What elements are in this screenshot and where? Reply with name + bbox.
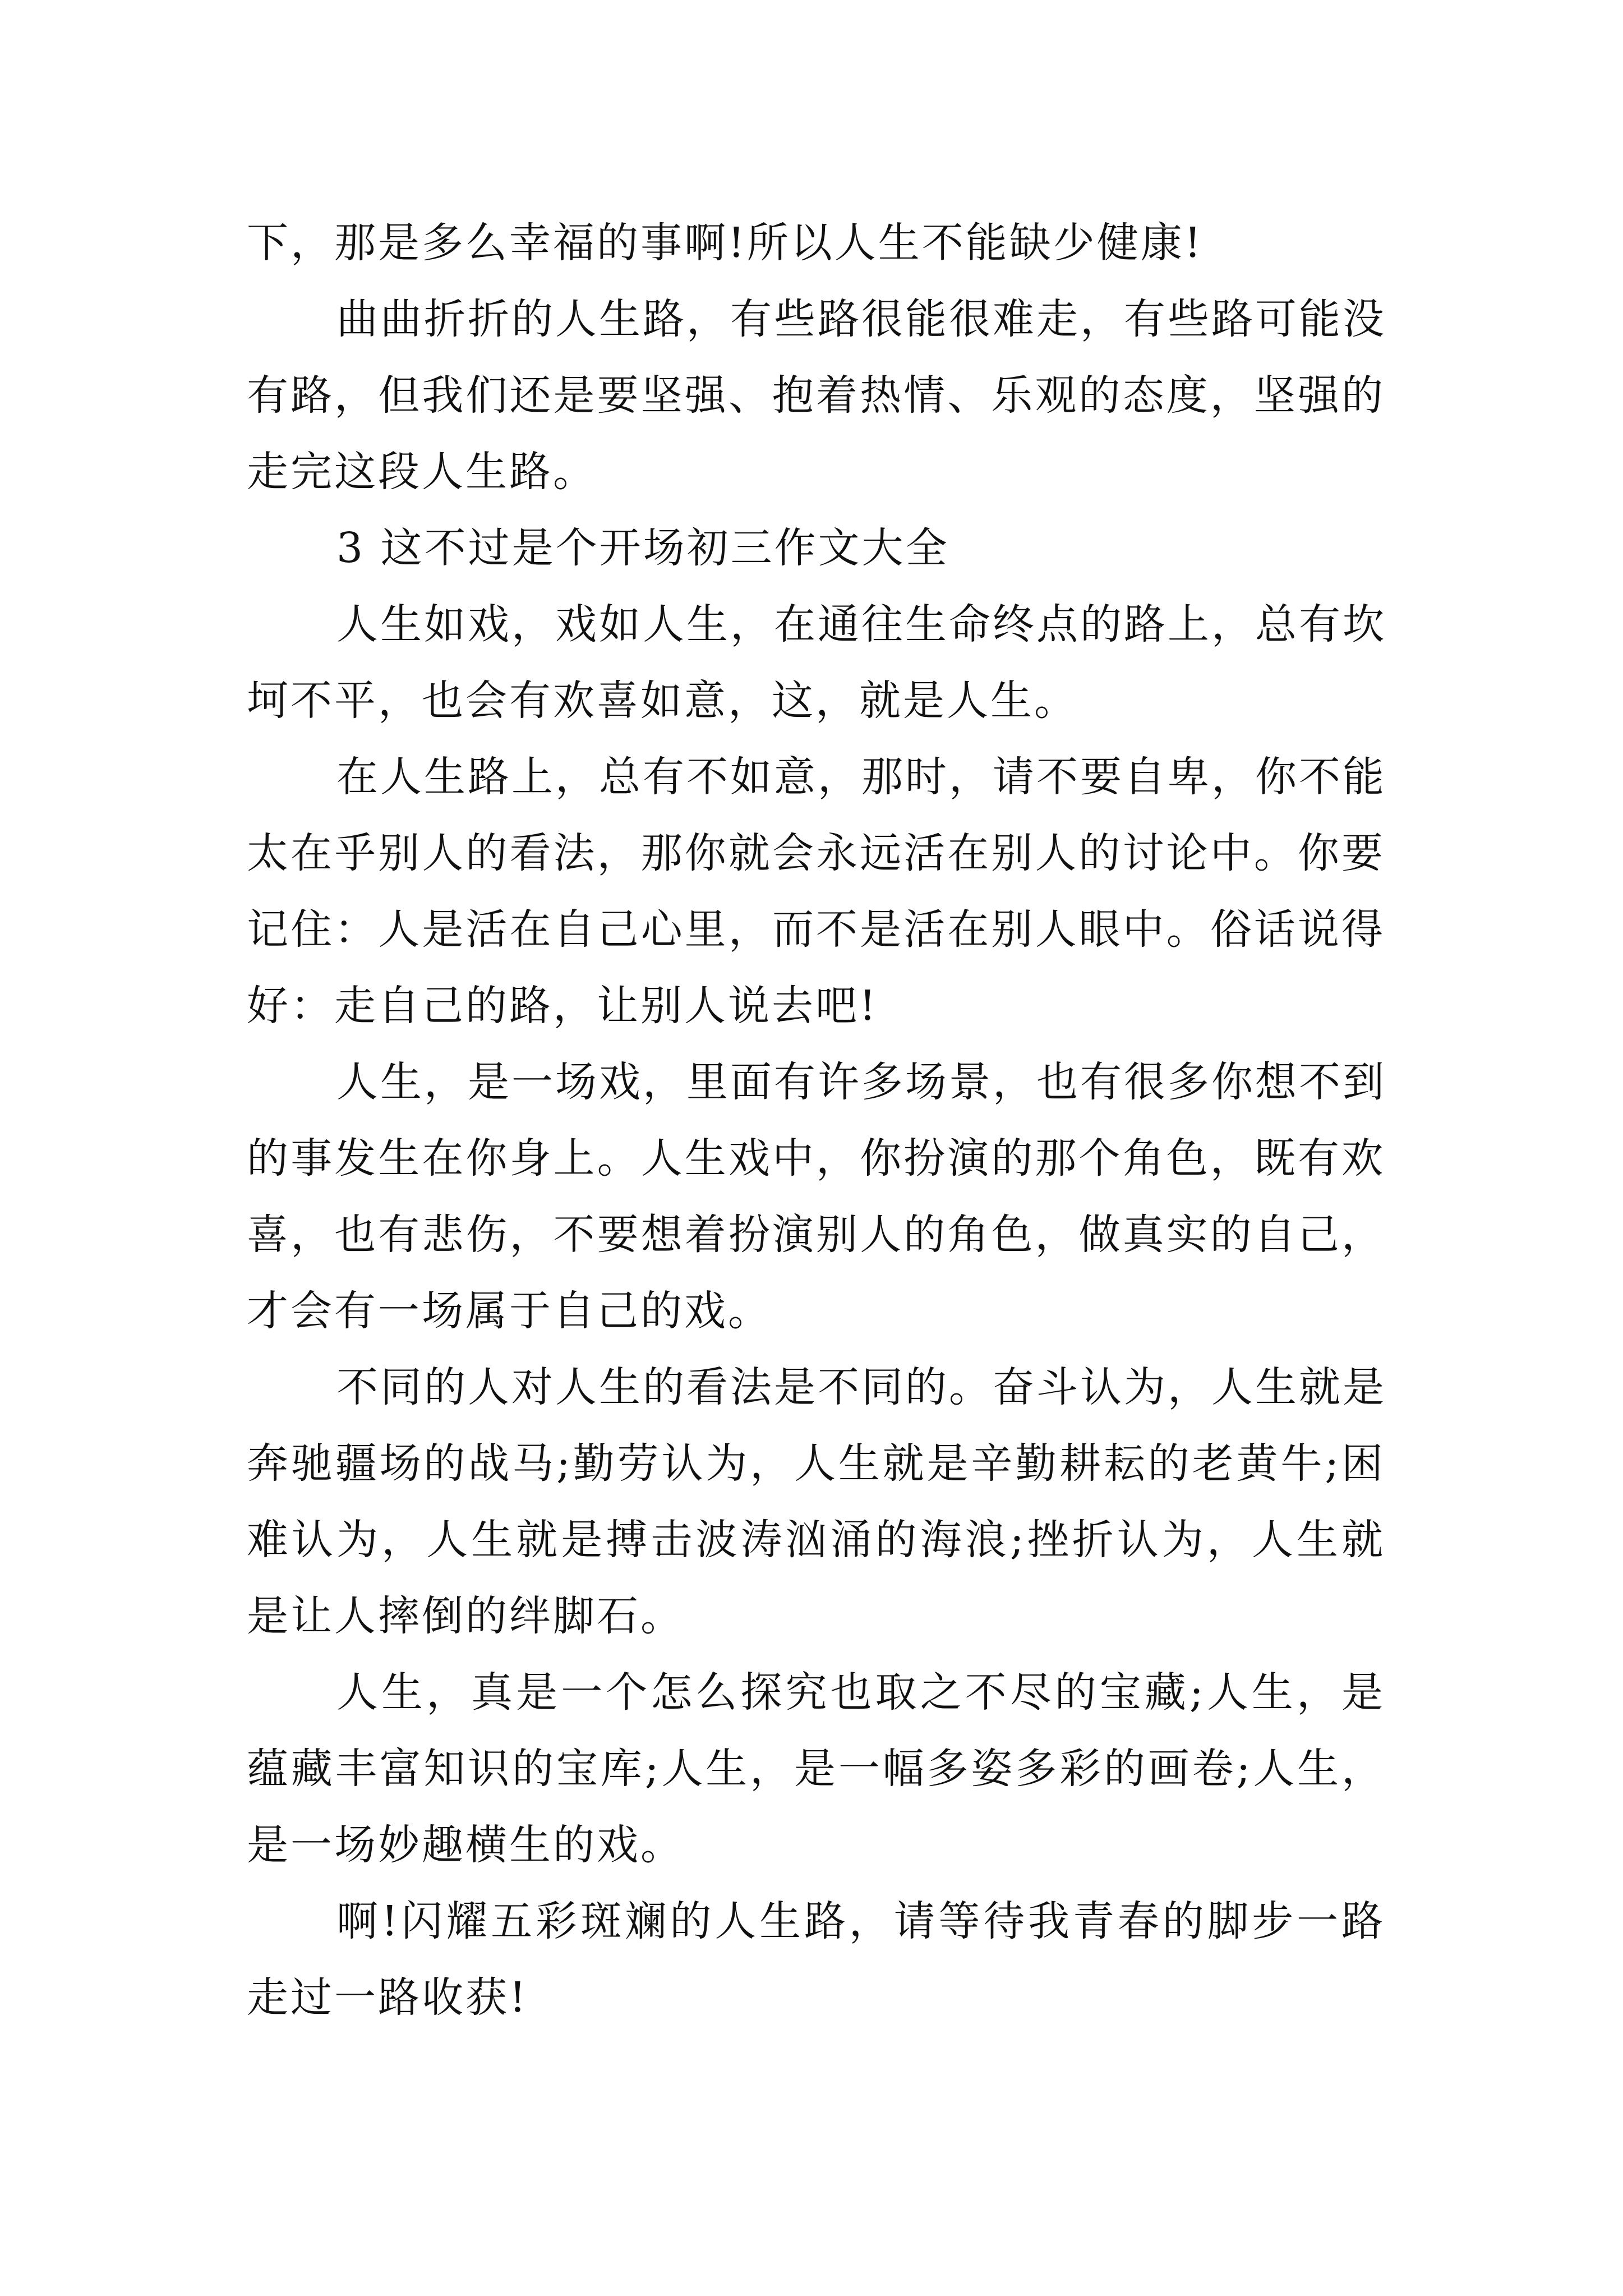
text-line: 好：走自己的路，让别人说去吧! bbox=[247, 982, 878, 1030]
text-line: 下，那是多么幸福的事啊!所以人生不能缺少健康! bbox=[247, 219, 1204, 267]
text-line: 人生，是一场戏，里面有许多场景，也有很多你想不到 bbox=[336, 1058, 1386, 1106]
section-heading: 3 这不过是个开场初三作文大全 bbox=[336, 524, 949, 572]
text-line: 走完这段人生路。 bbox=[247, 448, 597, 496]
text-line: 人生，真是一个怎么探究也取之不尽的宝藏;人生，是 bbox=[336, 1668, 1385, 1717]
text-line: 走过一路收获! bbox=[247, 1973, 528, 2022]
text-line: 蕴藏丰富知识的宝库;人生，是一幅多姿多彩的画卷;人生， bbox=[247, 1745, 1385, 1793]
text-line: 人生如戏，戏如人生，在通往生命终点的路上，总有坎 bbox=[336, 600, 1386, 648]
text-line: 在人生路上，总有不如意，那时，请不要自卑，你不能 bbox=[336, 753, 1386, 801]
text-line: 是一场妙趣横生的戏。 bbox=[247, 1821, 684, 1869]
text-line: 是让人摔倒的绊脚石。 bbox=[247, 1592, 684, 1640]
text-line: 不同的人对人生的看法是不同的。奋斗认为，人生就是 bbox=[336, 1363, 1386, 1411]
text-line: 坷不平，也会有欢喜如意，这，就是人生。 bbox=[247, 677, 1078, 725]
text-line: 有路，但我们还是要坚强、抱着热情、乐观的态度，坚强的 bbox=[247, 371, 1385, 420]
text-line: 喜，也有悲伤，不要想着扮演别人的角色，做真实的自己， bbox=[247, 1211, 1385, 1259]
document-body bbox=[247, 205, 1385, 2036]
text-line: 啊!闪耀五彩斑斓的人生路，请等待我青春的脚步一路 bbox=[336, 1897, 1385, 1945]
text-line: 难认为，人生就是搏击波涛汹涌的海浪;挫折认为，人生就 bbox=[247, 1516, 1385, 1564]
text-line: 才会有一场属于自己的戏。 bbox=[247, 1287, 772, 1335]
text-line: 记住：人是活在自己心里，而不是活在别人眼中。俗话说得 bbox=[247, 905, 1385, 954]
text-line: 曲曲折折的人生路，有些路很能很难走，有些路可能没 bbox=[336, 295, 1386, 343]
text-line: 的事发生在你身上。人生戏中，你扮演的那个角色，既有欢 bbox=[247, 1134, 1385, 1182]
text-line: 奔驰疆场的战马;勤劳认为，人生就是辛勤耕耘的老黄牛;困 bbox=[247, 1439, 1385, 1488]
text-line: 太在乎别人的看法，那你就会永远活在别人的讨论中。你要 bbox=[247, 829, 1385, 877]
